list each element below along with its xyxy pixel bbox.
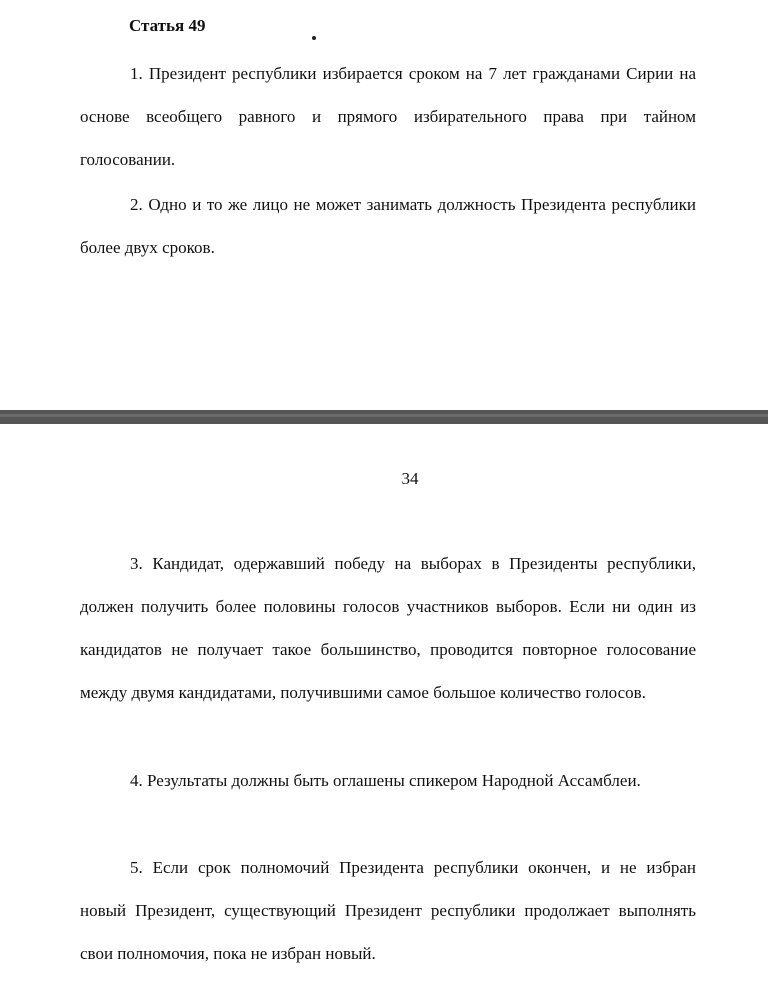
scan-speck xyxy=(312,36,316,40)
paragraph-4: 4. Результаты должны быть оглашены спикером Народной Ассамблеи. xyxy=(130,771,641,790)
article-heading: Статья 49 xyxy=(129,16,206,35)
paragraph-1: 1. Президент республики избирается сроком на 7 лет гражданами Сирии на основе всеобщего равного и прямого избирательного права при тайном голосовании. xyxy=(80,64,696,169)
page-separator xyxy=(0,410,768,424)
paragraph-3: 3. Кандидат, одержавший победу на выборах в Президенты республики, должен получить более половины голосов участников выборов. Если ни один из кандидатов не получает такое большинство, проводится повторное голосование между двумя кандидатами, получившими самое большое количество голосов. xyxy=(80,554,696,702)
page-number: 34 xyxy=(401,469,419,488)
paragraph-2: 2. Одно и то же лицо не может занимать должность Президента республики более двух сроков. xyxy=(80,195,696,257)
page-separator-line xyxy=(0,414,768,417)
paragraph-5: 5. Если срок полномочий Президента республики окончен, и не избран новый Президент, существующий Президент республики продолжает выполнять свои полномочия, пока не избран новый. xyxy=(80,858,696,963)
document-page-bottom xyxy=(0,424,768,997)
document-page-top xyxy=(0,0,768,410)
